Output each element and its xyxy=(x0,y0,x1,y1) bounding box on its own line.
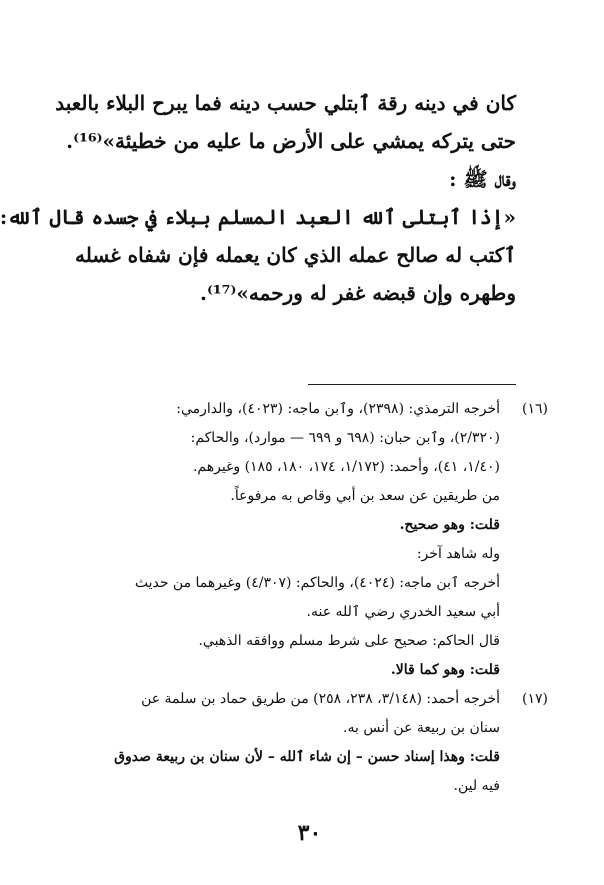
main-text-line: «إذا ٱبتلى ٱلله العبد المسلم ببلاء في جسده قال ٱلله: xyxy=(0,205,516,229)
footnote-line: أخرجه ٱبن ماجه: (٤٠٢٤)، والحاكم: (٤/٣٠٧) وغيرهما من حديث xyxy=(134,575,500,591)
footnote-line: قلت: وهو كما قالا. xyxy=(390,662,500,678)
main-text-line: حتى يتركه يمشي على الأرض ما عليه من خطيئة»⁽¹⁶⁾. xyxy=(66,129,516,153)
main-text-line: وقال ﷺ : xyxy=(449,167,516,191)
footnote-16 xyxy=(88,395,548,685)
main-text-line: ٱكتب له صالح عمله الذي كان يعمله فإن شفاه غسله xyxy=(75,243,516,267)
main-text-line: وطهره وإن قبضه غفر له ورحمه»⁽¹⁷⁾. xyxy=(200,281,516,305)
footnote-line: فيه لين. xyxy=(453,778,500,794)
footnote-line: من طريقين عن سعد بن أبي وقاص به مرفوعاً. xyxy=(230,488,500,504)
footnote-line: (٢/٣٢٠)، وٱبن حبان: (٦٩٨ و ٦٩٩ — موارد)، والحاكم: xyxy=(190,430,500,446)
footnote-17 xyxy=(88,685,548,801)
footnote-line: سنان بن ربيعة عن أنس به. xyxy=(343,720,500,736)
footnote-line: أخرجه الترمذي: (٢٣٩٨)، وٱبن ماجه: (٤٠٢٣)، والدارمي: xyxy=(176,401,500,417)
footnote-line: (١/٤٠، ٤١)، وأحمد: (١/١٧٢، ١٧٤، ١٨٠، ١٨٥) وغيرهم. xyxy=(192,459,500,475)
footnote-line: وله شاهد آخر: xyxy=(416,546,500,562)
main-text xyxy=(0,84,516,312)
footnote-line: أخرجه أحمد: (٣/١٤٨، ٢٣٨، ٢٥٨) من طريق حماد بن سلمة عن xyxy=(141,691,500,707)
footnote-divider xyxy=(308,384,516,385)
main-text-line: كان في دينه رقة ٱبتلي حسب دينه فما يبرح البلاء بالعبد xyxy=(55,91,516,115)
footnote-body xyxy=(88,395,500,685)
footnote-body xyxy=(88,685,500,801)
footnote-line: أبي سعيد الخدري رضي ٱلله عنه. xyxy=(306,604,500,620)
footnote-number: (١٧) xyxy=(522,691,548,707)
page-number: ٣٠ xyxy=(297,820,322,846)
footnote-line: قلت: وهذا إسناد حسن – إن شاء ٱلله – لأن سنان بن ربيعة صدوق xyxy=(114,749,500,765)
footnotes xyxy=(88,395,548,801)
footnote-line: قلت: وهو صحيح. xyxy=(399,517,500,533)
footnote-line: قال الحاكم: صحيح على شرط مسلم ووافقه الذهبي. xyxy=(198,633,500,649)
footnote-number: (١٦) xyxy=(522,401,548,417)
